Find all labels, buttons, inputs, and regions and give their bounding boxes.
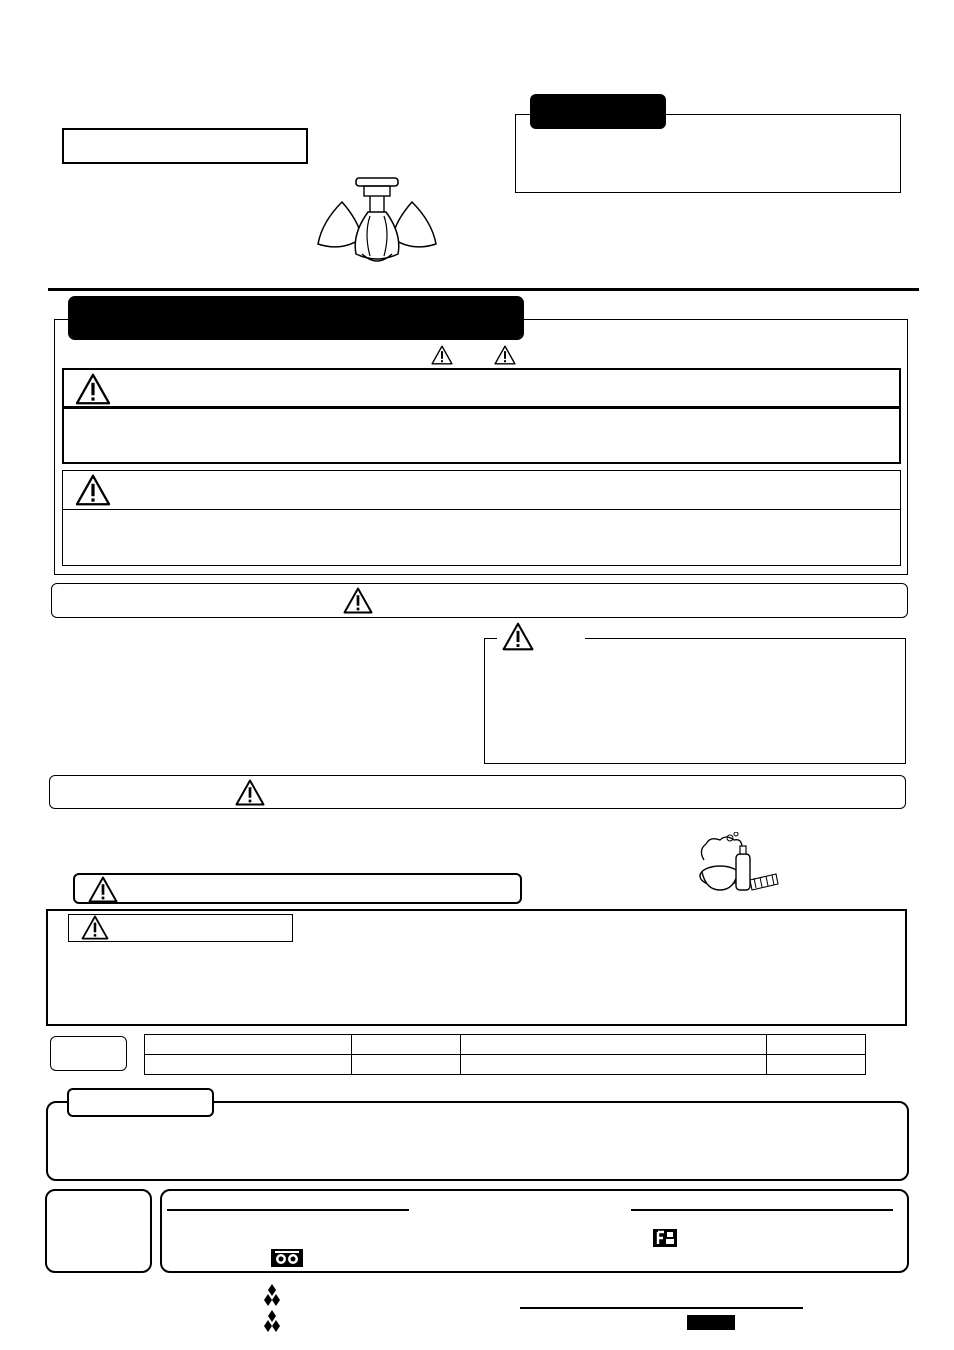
warning-triangle-icon bbox=[88, 876, 118, 903]
table-cell bbox=[145, 1035, 352, 1055]
side-caution-box bbox=[484, 638, 906, 764]
table-row bbox=[145, 1035, 866, 1055]
caution-heading-box bbox=[62, 470, 901, 510]
table-cell bbox=[767, 1055, 866, 1075]
usage-caution-bar bbox=[49, 775, 906, 809]
warning-triangle-icon bbox=[235, 779, 265, 806]
warning-heading-box bbox=[62, 368, 901, 408]
contact-left-rule bbox=[167, 1209, 409, 1211]
three-diamond-logo bbox=[258, 1284, 286, 1308]
safety-header-tab bbox=[68, 296, 524, 340]
warning-triangle-icon bbox=[343, 587, 373, 614]
warning-triangle-icon bbox=[75, 373, 111, 405]
table-cell bbox=[767, 1035, 866, 1055]
caution-icon bbox=[494, 345, 516, 365]
three-diamond-logo bbox=[258, 1310, 286, 1334]
model-name-box bbox=[62, 128, 308, 164]
table-row bbox=[145, 1055, 866, 1075]
table-cell bbox=[460, 1035, 767, 1055]
table-cell bbox=[145, 1055, 352, 1075]
table-cell bbox=[352, 1035, 461, 1055]
free-dial-icon bbox=[271, 1249, 303, 1267]
caution-triangle-icon bbox=[75, 474, 111, 506]
footer-rule bbox=[520, 1307, 803, 1309]
warning-triangle-icon bbox=[81, 915, 109, 940]
maintenance-caution-bar bbox=[73, 873, 522, 904]
footer-badge bbox=[687, 1315, 735, 1330]
section-divider bbox=[48, 288, 919, 291]
spec-label-box bbox=[50, 1036, 127, 1071]
fax-icon bbox=[653, 1229, 677, 1247]
handling-tab bbox=[67, 1088, 214, 1117]
spec-table bbox=[144, 1034, 866, 1075]
installation-caution-bar bbox=[51, 583, 908, 618]
table-cell bbox=[352, 1055, 461, 1075]
contact-right-rule bbox=[631, 1209, 893, 1211]
ceiling-lamp-illustration bbox=[312, 172, 442, 270]
warning-body-box bbox=[62, 407, 901, 464]
cleaning-supplies-illustration bbox=[696, 832, 780, 898]
table-cell bbox=[460, 1055, 767, 1075]
notice-tab bbox=[530, 94, 666, 129]
warning-triangle-icon bbox=[502, 622, 534, 651]
caution-body-box bbox=[62, 509, 901, 566]
warning-icon bbox=[431, 345, 453, 365]
contact-label-box bbox=[45, 1189, 152, 1273]
